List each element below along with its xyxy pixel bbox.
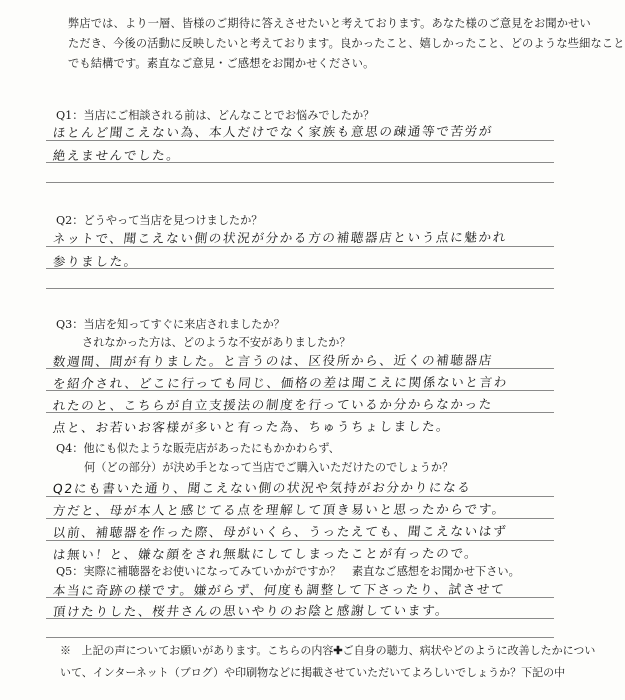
answer-rule	[46, 540, 554, 541]
answer-rule	[46, 637, 554, 638]
q4-subquestion: 何（どの部分）が決め手となって当店でご購入いただけたのでしょうか？	[84, 461, 454, 474]
answer-rule	[46, 268, 554, 269]
answer-rule	[46, 412, 554, 413]
intro-line: 弊店では、より一層、皆様のご期待に答えさせたいと考えております。あなた様のご意見をお聞かせい	[68, 17, 591, 30]
intro-line: でも結構です。素直なご意見・ご感想をお聞かせください。	[68, 57, 375, 70]
q3-answer-line: 数週間、間が有りました。と言うのは、区役所から、近くの補聴器店	[52, 352, 494, 369]
q4-question: Q4：他にも似たような販売店があったにもかかわらず、	[56, 442, 340, 455]
q5-answer-line: 本当に奇跡の様です。嫌がらず、何度も調整して下さったり、試させて	[52, 581, 506, 598]
q4-answer-line: Q2にも書いた通り、聞こえない側の状況や気持がお分かりになる	[52, 479, 473, 496]
q5-answer-area	[46, 576, 554, 640]
answer-rule	[46, 496, 554, 497]
consent-note	[60, 640, 596, 684]
q3-subquestion: されなかった方は、どのような不安がありましたか？	[82, 336, 351, 349]
note-mark: ※	[60, 644, 71, 657]
q1-answer-line: 絶えませんでした。	[52, 147, 182, 163]
q1-answer-line: ほとんど聞こえない為、本人だけでなく家族も意思の疎通等で苦労が	[52, 123, 494, 140]
consent-note-line	[60, 640, 596, 662]
consent-note-line: いて、インターネット（ブログ）や印刷物などに掲載させていただいてよろしいでしょうか？下記の中	[60, 666, 566, 679]
q2-answer-line: 参りました。	[52, 253, 139, 269]
note-text: 上記の声についてお願いがあります。こちらの内容	[81, 644, 334, 657]
q3-answer-line: を紹介され、どこに行っても同じ、価格の差は聞こえに関係ないと言わ	[52, 374, 509, 391]
answer-rule	[46, 618, 554, 619]
answer-rule	[46, 182, 554, 183]
answer-rule	[46, 246, 554, 247]
q3-answer-line: れたのと、こちらが自立支援法の制度を行っているか分からなかった	[52, 396, 494, 413]
answer-rule	[46, 288, 554, 289]
q5-answer-line: 頂けたりした、桜井さんの思いやりのお陰と感謝しています。	[52, 602, 451, 619]
q2-question: Q2：どうやって当店を見つけましたか？	[56, 214, 263, 227]
answer-rule	[46, 518, 554, 519]
q1-answer-area	[46, 118, 554, 184]
answer-rule	[46, 597, 554, 598]
q4-answer-line: は無い！と、嫌な顔をされ無駄にしてしまったことが有ったので。	[52, 545, 480, 562]
q3-answer-area	[46, 348, 554, 438]
answer-rule	[46, 390, 554, 391]
q1-question: Q1：当店にご相談される前は、どんなことでお悩みでしたか？	[56, 109, 375, 122]
q4-answer-area	[46, 474, 554, 566]
q4-answer-line: 方だと、母が本人と感じてる点を理解して頂き易いと思ったからです。	[52, 501, 507, 518]
plus-icon: ✚	[333, 644, 343, 657]
q2-answer-area	[46, 224, 554, 290]
intro-text	[68, 14, 625, 74]
q4-answer-line: 以前、補聴器を作った際、母がいくら、うったえても、聞こえないはず	[52, 523, 508, 540]
q3-question: Q3：当店を知ってすぐに来店されましたか？	[56, 318, 285, 331]
answer-rule	[46, 140, 554, 141]
intro-line: ただき、今後の活動に反映したいと考えております。良かったこと、嬉しかったこと、どのような些細なこと	[68, 37, 625, 50]
note-text: ご自身の聴力、病状やどのように改善したかについ	[342, 644, 596, 657]
answer-rule	[46, 368, 554, 369]
q2-answer-line: ネットで、聞こえない側の状況が分かる方の補聴器店という点に魅かれ	[52, 229, 508, 246]
answer-rule	[46, 162, 554, 163]
q5-question: Q5：実際に補聴器をお使いになってみていかがですか？ 素直なご感想をお聞かせ下さい。	[56, 565, 520, 578]
q3-answer-line: 点と、お若いお客様が多いと有った為、ちゅうちょしました。	[52, 418, 452, 435]
